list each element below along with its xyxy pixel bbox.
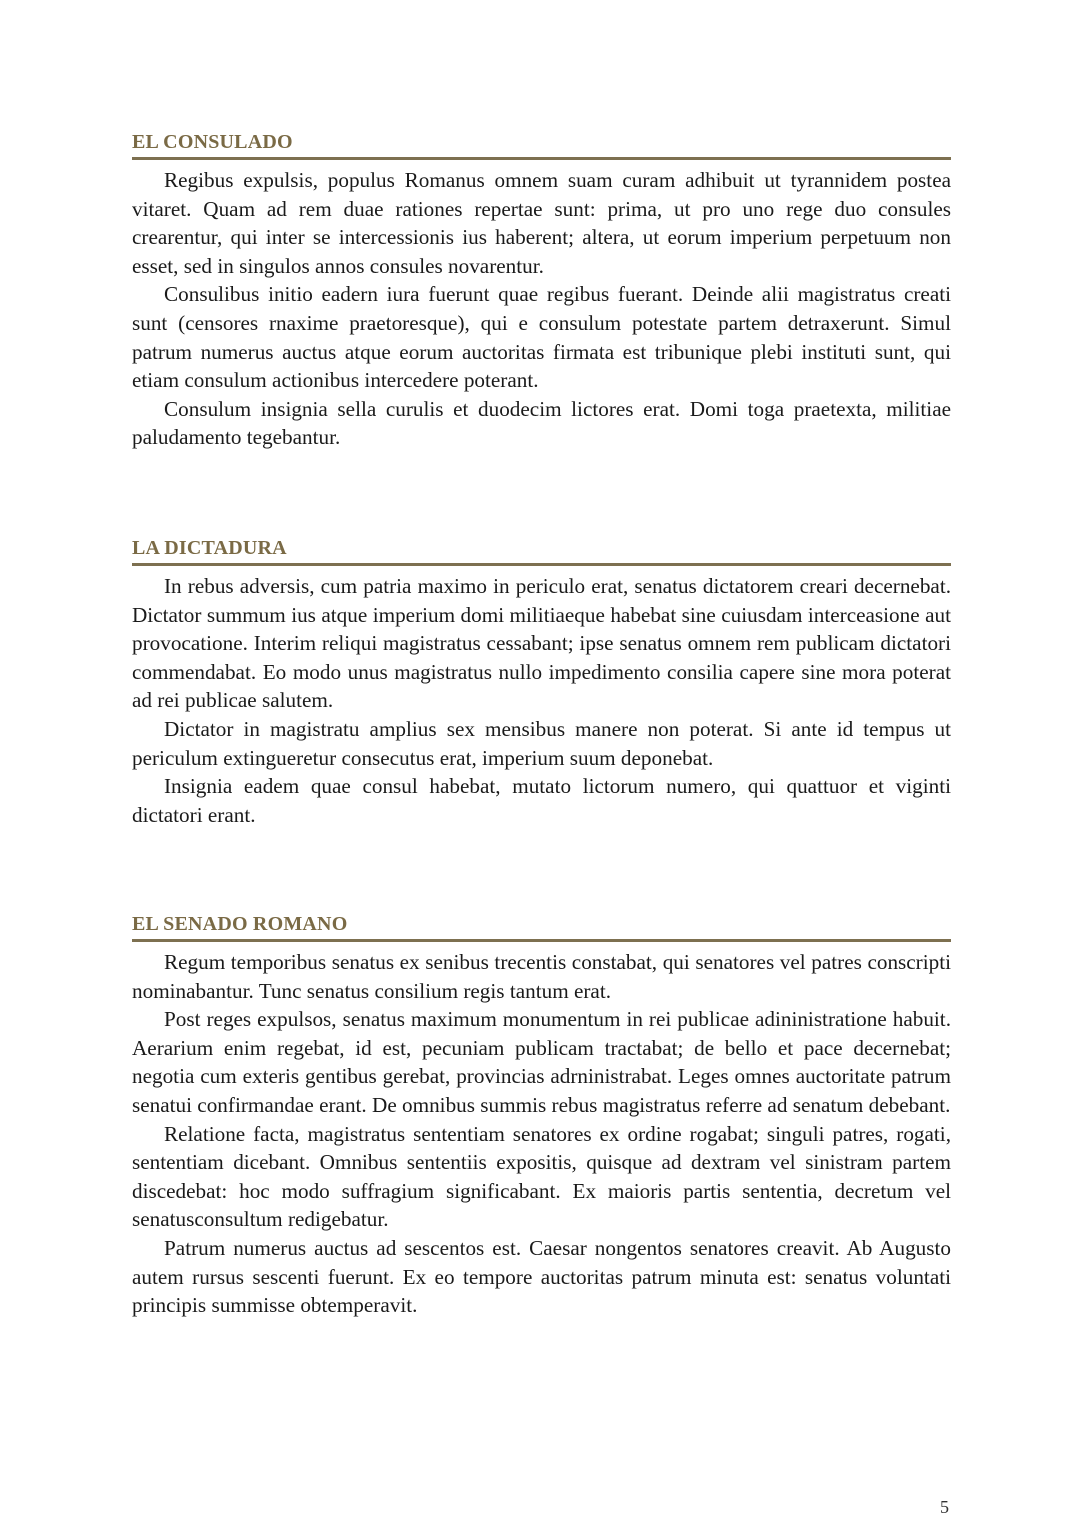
paragraph: Regum temporibus senatus ex senibus trecentis constabat, qui senatores vel patres conscripti nominabantur. Tunc senatus consilium regis tantum erat. <box>132 950 951 1003</box>
section-title: LA DICTADURA <box>132 536 951 566</box>
paragraph: Consulibus initio eadern iura fuerunt quae regibus fuerant. Deinde alii magistratus creati sunt (censores rnaxime praetoresque), qui e consulum potestate partem detraxerunt. Simul patrum numerus auctus atque eorum auctoritas firmata est tribunique plebi instituti sunt, qui etiam consulum actionibus intercedere poterant. <box>132 282 951 393</box>
paragraph: Consulum insignia sella curulis et duodecim lictores erat. Domi toga praetexta, militiae paludamento tegebantur. <box>132 396 951 450</box>
paragraph: Patrum numerus auctus ad sescentos est. Caesar nongentos senatores creavit. Ab Augusto autem rursus sescenti fuerunt. Ex eo tempore auctoritas patrum minuta est: senatus voluntati principis summisse obtemperavit. <box>132 1235 951 1318</box>
section-title: EL SENADO ROMANO <box>132 912 951 942</box>
paragraph: Relatione facta, magistratus sententiam senatores ex ordine rogabat; singuli patres, rogati, sententiam dicebant. Omnibus sententiis expositis, quisque ad dextram vel sinistram partem discedebat: hoc modo suffragium significabant. Ex maioris partis sententia, decretum vel senatusconsultum redigebatur. <box>132 1121 951 1232</box>
paragraph: Regibus expulsis, populus Romanus omnem suam curam adhibuit ut tyrannidem postea vitaret. Quam ad rem duae rationes repertae sunt: prima, ut pro uno rege duo consules crearentur, qui inter se intercessionis ius haberent; altera, ut eorum imperium perpetuum non esset, sed in singulos annos consules novarentur. <box>132 168 951 278</box>
paragraph: In rebus adversis, cum patria maximo in periculo erat, senatus dictatorem creari decernebat. Dictator summum ius atque imperium domi militiaeque habebat sine cuiusdam interceasione aut provocatione. Interim reliqui magistratus cessabant; ipse senatus omnem rem publicam dictatori commendabat. Eo modo unus magistratus nullo impedimento consilia capere sine mora poterat ad rei publicae salutem. <box>132 574 951 713</box>
page-number: 5 <box>940 1497 949 1517</box>
section-senado-romano <box>132 912 951 1320</box>
paragraph: Insignia eadem quae consul habebat, mutato lictorum numero, qui quattuor et viginti dictatori erant. <box>132 774 951 827</box>
section-dictadura <box>132 536 951 829</box>
paragraph: Dictator in magistratu amplius sex mensibus manere non poterat. Si ante id tempus ut periculum extingueretur consecutus erat, imperium suum deponebat. <box>132 716 951 770</box>
section-title: EL CONSULADO <box>132 130 951 160</box>
paragraph: Post reges expulsos, senatus maximum monumentum in rei publicae adininistratione habuit. Aerarium enim regebat, id est, pecuniam publicam tractabat; de bello et pace decernebat; negotia cum exteris gentibus gerebat, provincias adrninistrabat. Leges omnes auctoritate patrum senatui confirmandae erant. De omnibus summis rebus magistratus referre ad senatum debebant. <box>132 1007 951 1117</box>
section-consulado <box>132 130 951 452</box>
